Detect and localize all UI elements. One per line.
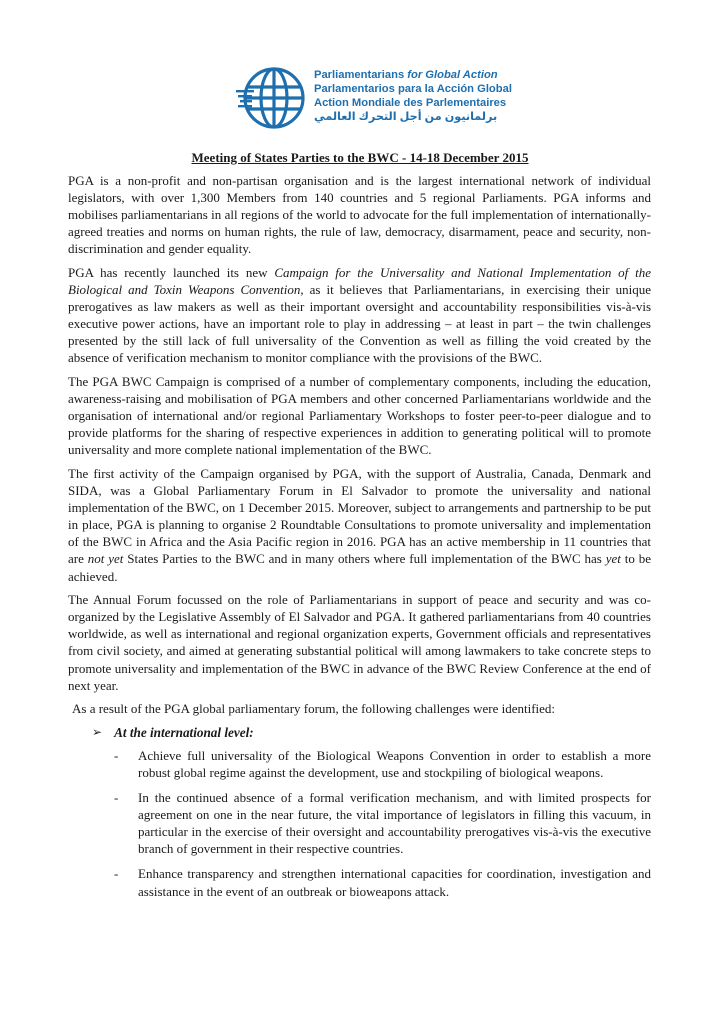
paragraph-annual-forum: The Annual Forum focussed on the role of Parliamentarians in support of peace and security and was co-organized by the Legislative Assembly of El Salvador and PGA. It gathered parliamentarians from 40 countries worldwide, as well as international and regional organization experts, Government officials and representatives from civil society, and aimed at generating substantial political will among lawmakers to take concrete steps to promote universality and implementation of the BWC in advance of the BWC Review Conference at the end of next year.	[68, 592, 651, 693]
paragraph-first-activity: The first activity of the Campaign organised by PGA, with the support of Australia, Canada, Denmark and SIDA, was a Global Parliamentary Forum in El Salvador to promote the universality and national implementation of the BWC, on 1 December 2015. Moreover, subject to arrangements and partnership to be put in place, PGA is planning to organise 2 Roundtable Consultations to promote universality and implementation of the BWC in Africa and the Asia Pacific region in 2016. PGA has an active membership in 11 countries that are not yet States Parties to the BWC and in many others where full implementation of the BWC has yet to be achieved.	[68, 466, 652, 584]
list-item: - In the continued absence of a formal verification mechanism, and with limited prospects for agreement on one in the near future, the vital importance of legislators in filling this vacuum, in particular in the exercise of their oversight and accountability prerogatives vis-à-vis the executive branch of government in their respective countries.	[114, 790, 651, 857]
logo-line-french: Action Mondiale des Parlementaires	[314, 97, 507, 109]
document-body	[68, 172, 651, 908]
document-title: Meeting of States Parties to the BWC - 14-18 December 2015	[191, 150, 529, 165]
section-heading-international: ➢ At the international level:	[92, 724, 254, 740]
list-item: - Achieve full universality of the Biological Weapons Convention in order to establish a more robust global regime against the development, use and stockpiling of biological weapons.	[114, 747, 651, 780]
challenges-list	[68, 747, 651, 900]
pga-logo	[236, 66, 596, 130]
paragraph-intro: PGA is a non-profit and non-partisan organisation and is the largest international network of individual legislators, with over 1,300 Members from 140 countries and 5 regional Parliaments. PGA informs and mobilises parliamentarians in all regions of the world to advocate for the full implementation of internationally-agreed treaties and norms on human rights, the rule of law, democracy, disarmament, peace and security, non-discrimination and gender equality.	[68, 173, 651, 257]
arrow-bullet-icon: ➢	[92, 724, 103, 739]
logo-line-arabic: برلمانيون من أجل التحرك العالمي	[314, 111, 498, 123]
logo-line-spanish: Parlamentarios para la Acción Global	[314, 83, 512, 95]
list-item: - Enhance transparency and strengthen international capacities for coordination, investigation and assistance in the event of an outbreak or bioweapons attack.	[114, 866, 651, 899]
logo-line-english: Parliamentarians for Global Action	[314, 69, 498, 81]
globe-icon	[236, 66, 308, 130]
paragraph-components: The PGA BWC Campaign is comprised of a number of complementary components, including the education, awareness-raising and mobilisation of PGA members and other concerned Parliamentarians worldwide and the organisation of international and/or regional Parliamentary Workshops to foster peer-to-peer dialogue and to provide platforms for the sharing of respective experiences in addition to generating political will to promote universality and more complete national implementation of the BWC.	[68, 374, 651, 458]
paragraph-campaign: PGA has recently launched its new Campaign for the Universality and National Implementation of the Biological and Toxin Weapons Convention, as it believes that Parliamentarians, in exercising their unique prerogatives as law makers as well as their important oversight and accountability responsibilities vis-à-vis executive power actions, have an important role to play in addressing – at least in part – the twin challenges presented by the still lack of full universality of the Convention as well as filling the void created by the absence of verification mechanism to monitor compliance with the provisions of the BWC.	[68, 264, 652, 366]
paragraph-challenges-intro: As a result of the PGA global parliamentary forum, the following challenges were identified:	[72, 701, 556, 717]
